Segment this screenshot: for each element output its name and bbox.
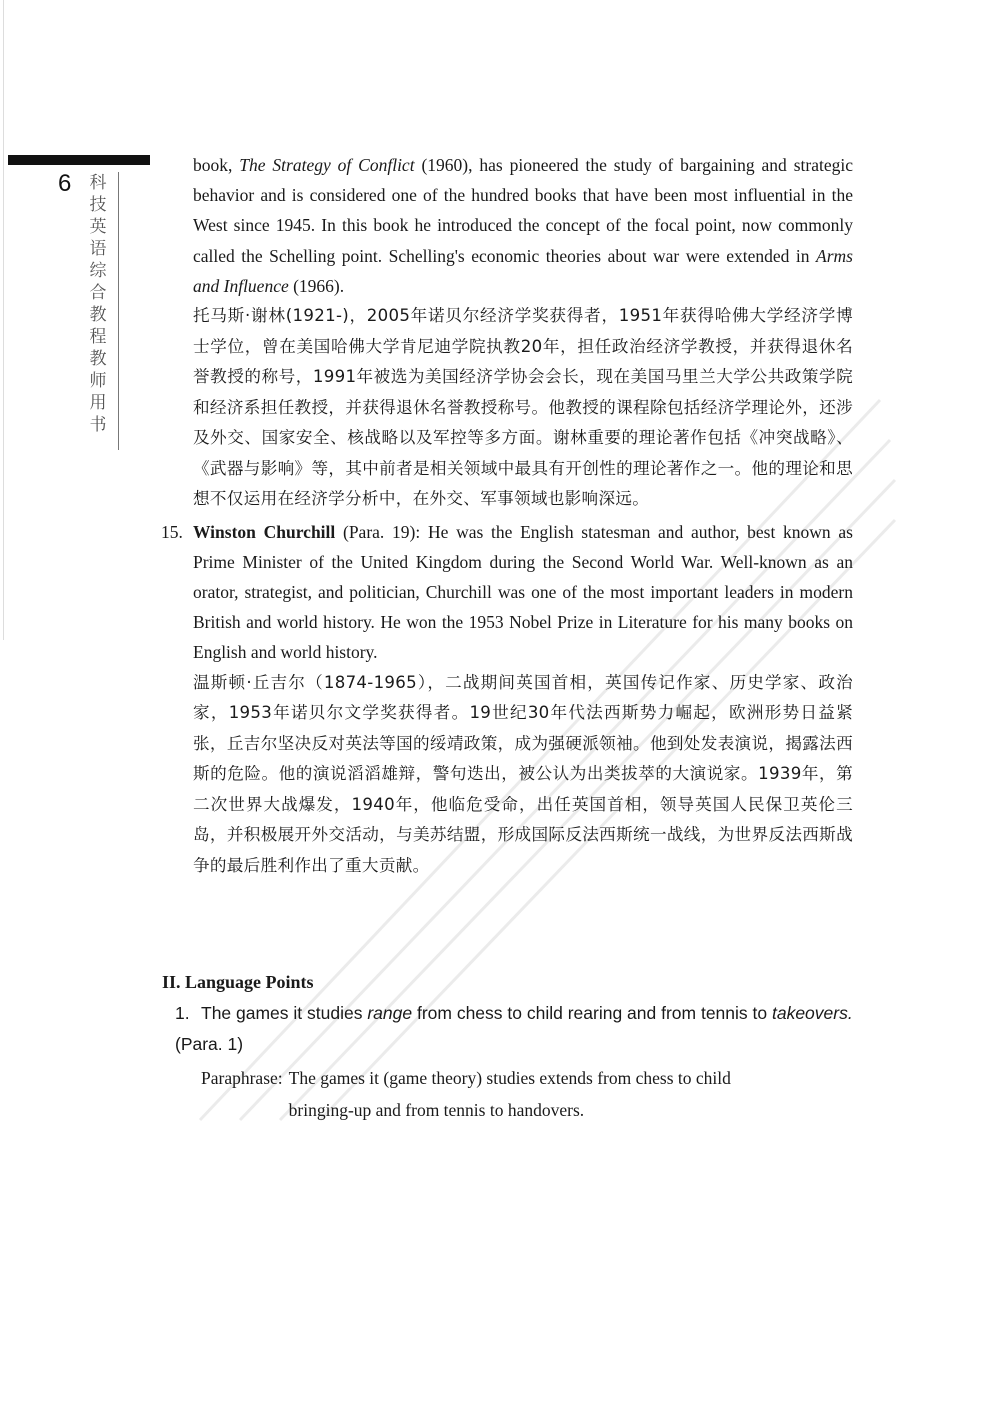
- paraphrase-line-2: bringing-up and from tennis to handovers.: [288, 1100, 585, 1120]
- paraphrase: [175, 1062, 855, 1126]
- language-point-sentence-run-2: from chess to child rearing and from tennis to: [412, 1003, 772, 1023]
- note-number: 15.: [161, 521, 183, 542]
- page-edge-line: [3, 0, 4, 640]
- paraphrase-label: Paraphrase:: [201, 1068, 283, 1088]
- language-point-number: 1.: [175, 1003, 190, 1023]
- language-point-1: [175, 998, 855, 1126]
- running-title: 科技英语综合教程教师用书: [89, 173, 107, 435]
- language-point-sentence-run-0: The games it studies: [201, 1003, 368, 1023]
- language-point-sentence-run-3: takeovers.: [771, 1003, 853, 1023]
- note-ref: (Para. 19):: [335, 521, 428, 542]
- paraphrase-line-1: The games it (game theory) studies extends from chess to child: [288, 1068, 731, 1088]
- note-body: He was the English statesman and author, best known as Prime Minister of the United Kingdom during the Second World War. Well-known as an orator, strategist, and politician, Churchill was one of the most important leaders in modern British and world history. He won the 1953 Nobel Prize in Literature for his many books on English and world history.: [193, 521, 853, 663]
- header-bar: [8, 155, 150, 165]
- running-title-rule: [118, 172, 119, 450]
- note-14-en-run-3: Arms and Influence: [193, 245, 853, 296]
- note-14-en-run-0: book,: [193, 155, 240, 175]
- note-14-zh: 托马斯·谢林(1921-)，2005年诺贝尔经济学奖获得者，1951年获得哈佛大学经济学博士学位，曾在美国哈佛大学肯尼迪学院执教20年，担任政治经济学教授，并获得退休名誉教授的称号，1991年被选为美国经济学协会会长，现在美国马里兰大学公共政策学院和经济系担任教授，并获得退休名誉教授称号。他教授的课程除包括经济学理论外，还涉及外交、国家安全、核战略以及军控等多方面。谢林重要的理论著作包括《冲突战略》、《武器与影响》等，其中前者是相关领域中最具有开创性的理论著作之一。他的理论和思想不仅运用在经济学分析中，在外交、军事领域也影响深远。: [193, 306, 853, 509]
- language-point-sentence: [175, 1003, 853, 1054]
- note-14-en-run-1: The Strategy of Conflict: [239, 155, 415, 175]
- note-14-en-run-2: (1960), has pioneered the study of bargaining and strategic behavior and is considered one of the hundred books that have been most influential in the West since 1945. In this book he introduced the concept of the focal point, now commonly called the Schelling point. Schelling's economic theories about war were extended in: [193, 155, 853, 266]
- note-15-en: [193, 517, 853, 668]
- note-14-continued-en: [193, 150, 853, 301]
- main-content: [161, 150, 853, 881]
- page-number: 6: [58, 170, 72, 197]
- language-point-sentence-run-4: (Para. 1): [175, 1034, 244, 1054]
- note-term: Winston Churchill: [193, 521, 336, 542]
- language-point-question: [175, 998, 855, 1060]
- note-15: [161, 517, 853, 882]
- section-heading: II. Language Points: [162, 972, 314, 992]
- language-point-sentence-run-1: range: [367, 1003, 413, 1023]
- note-14-en-run-4: (1966).: [288, 275, 345, 296]
- note-15-zh: 温斯顿·丘吉尔（1874-1965），二战期间英国首相，英国传记作家、历史学家、政治家，1953年诺贝尔文学奖获得者。19世纪30年代法西斯势力崛起，欧洲形势日益紧张，丘吉尔坚决反对英法等国的绥靖政策，成为强硬派领袖。他到处发表演说，揭露法西斯的危险。他的演说滔滔雄辩，警句迭出，被公认为出类拔萃的大演说家。1939年，第二次世界大战爆发，1940年，他临危受命，出任英国首相，领导英国人民保卫英伦三岛，并积极展开外交活动，与美苏结盟，形成国际反法西斯统一战线，为世界反法西斯战争的最后胜利作出了重大贡献。: [193, 672, 853, 875]
